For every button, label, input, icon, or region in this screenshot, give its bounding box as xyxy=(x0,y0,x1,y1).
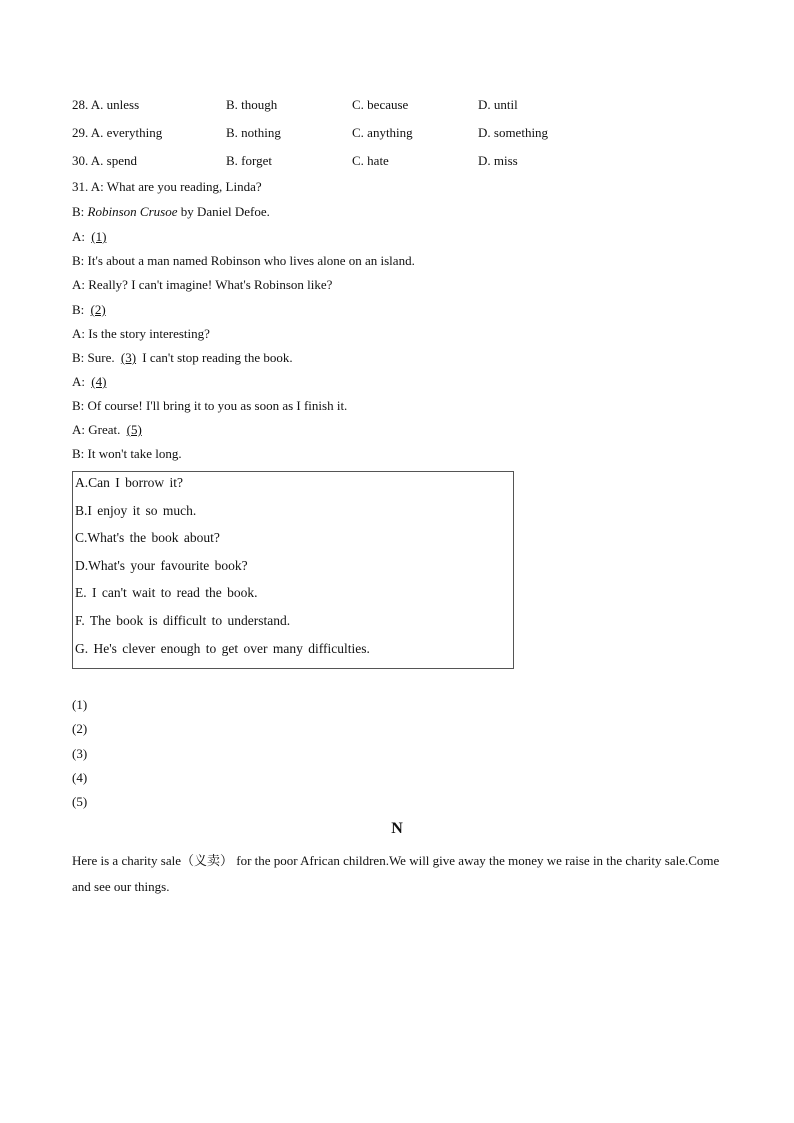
speaker-label: A: Great. xyxy=(72,422,124,437)
section-title: N xyxy=(391,820,403,837)
dialogue-line-9 xyxy=(72,373,109,391)
question-28-options xyxy=(72,97,752,115)
blank-4[interactable]: (4) xyxy=(91,374,107,389)
dialogue-line-6 xyxy=(72,301,109,319)
option-d: D. miss xyxy=(478,153,518,168)
speaker-label: B: xyxy=(72,204,88,219)
blank-2[interactable]: (2) xyxy=(90,302,106,317)
dialogue-line-8 xyxy=(72,349,293,367)
book-title: Robinson Crusoe xyxy=(87,204,178,219)
choice-e: E. I can't wait to read the book. xyxy=(75,585,258,600)
option-c: C. because xyxy=(352,97,409,112)
answer-slot-4[interactable]: (4) xyxy=(72,770,88,785)
choice-f: F. The book is difficult to understand. xyxy=(75,613,291,628)
dialogue-line-5: A: Really? I can't imagine! What's Robinson like? xyxy=(72,277,333,292)
blank-3[interactable]: (3) xyxy=(120,350,137,365)
section-paragraph: Here is a charity sale（义卖） for the poor African children.We will give away the money we raise in the charity sale.Come and see our things. xyxy=(72,853,720,894)
option-b: B. though xyxy=(226,97,278,112)
question-29-options xyxy=(72,125,752,143)
option-b: B. nothing xyxy=(226,125,281,140)
option-b: B. forget xyxy=(226,153,272,168)
dialogue-line-10: B: Of course! I'll bring it to you as soon as I finish it. xyxy=(72,398,348,413)
option-c: C. anything xyxy=(352,125,413,140)
answer-slot-5[interactable]: (5) xyxy=(72,794,88,809)
option-d: D. until xyxy=(478,97,518,112)
dialogue-line-3 xyxy=(72,228,109,246)
speaker-label: A: xyxy=(72,229,89,244)
speaker-label: A: xyxy=(72,374,89,389)
option-d: D. something xyxy=(478,125,549,140)
option-a: 30. A. spend xyxy=(72,153,137,168)
option-c: C. hate xyxy=(352,153,389,168)
line-text: I can't stop reading the book. xyxy=(139,350,293,365)
choice-c: C.What's the book about? xyxy=(75,530,220,545)
speaker-label: B: Sure. xyxy=(72,350,118,365)
answer-slot-1[interactable]: (1) xyxy=(72,697,88,712)
blank-5[interactable]: (5) xyxy=(126,422,142,437)
dialogue-line-11 xyxy=(72,421,145,439)
line-text: by Daniel Defoe. xyxy=(177,204,270,219)
dialogue-line-1: 31. A: What are you reading, Linda? xyxy=(72,179,262,194)
blank-1[interactable]: (1) xyxy=(91,229,107,244)
choice-a: A.Can I borrow it? xyxy=(75,475,183,490)
answer-slot-2[interactable]: (2) xyxy=(72,721,88,736)
question-30-options xyxy=(72,153,752,171)
answer-slot-3[interactable]: (3) xyxy=(72,746,88,761)
option-a: 29. A. everything xyxy=(72,125,163,140)
choice-b: B.I enjoy it so much. xyxy=(75,503,197,518)
choice-g: G. He's clever enough to get over many difficulties. xyxy=(75,641,370,656)
dialogue-line-12: B: It won't take long. xyxy=(72,446,182,461)
choices-box xyxy=(72,471,514,669)
choice-d: D.What's your favourite book? xyxy=(75,558,248,573)
dialogue-line-7: A: Is the story interesting? xyxy=(72,326,210,341)
dialogue-line-2 xyxy=(72,203,270,221)
dialogue-line-4: B: It's about a man named Robinson who lives alone on an island. xyxy=(72,253,415,268)
option-a: 28. A. unless xyxy=(72,97,140,112)
speaker-label: B: xyxy=(72,302,88,317)
